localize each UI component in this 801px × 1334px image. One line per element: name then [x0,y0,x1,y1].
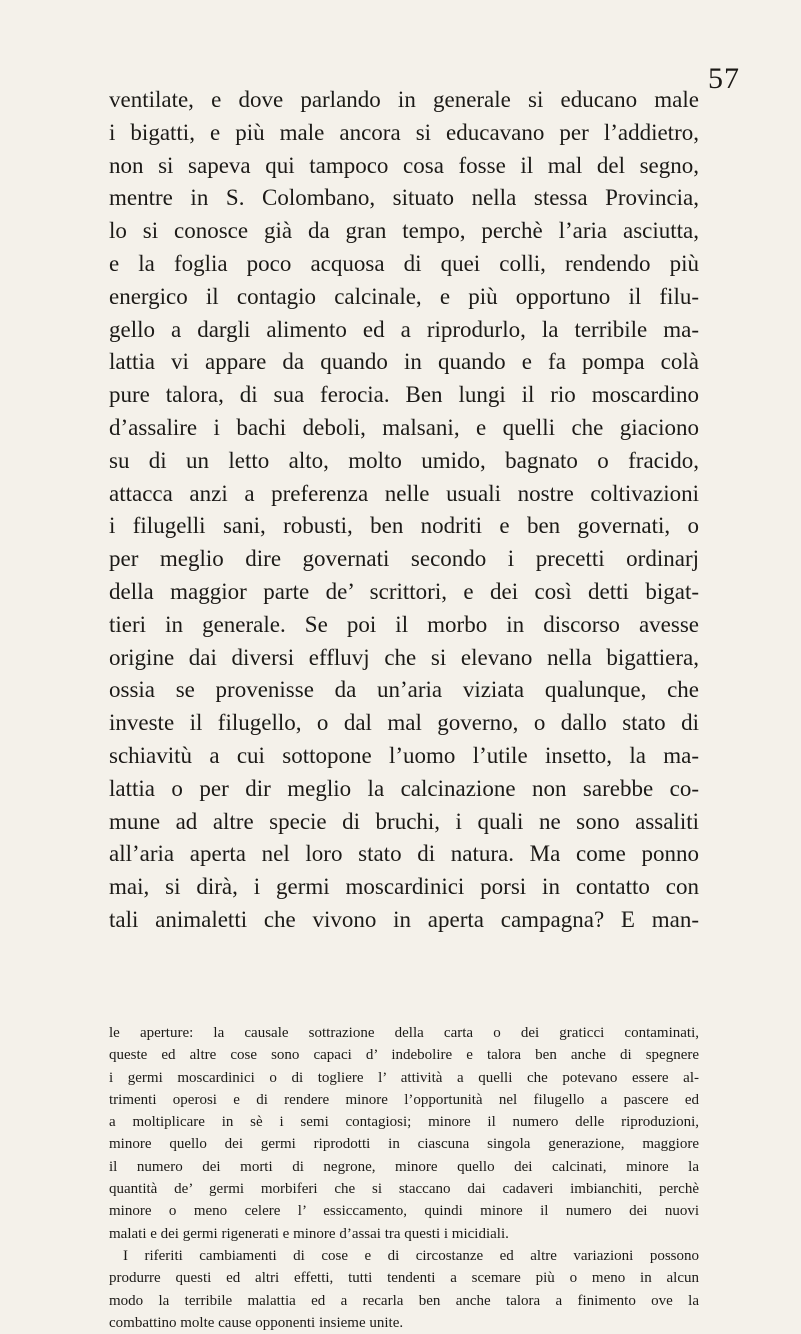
text-line: i filugelli sani, robusti, ben nodriti e ben governati, o [109,513,699,539]
text-line: lattia vi appare da quando in quando e fa pompa colà [109,349,699,375]
footnote-line: combattino molte cause opponenti insieme unite. [109,1314,404,1331]
footnote-line: trimenti operosi e di rendere minore l’opportunità nel filugello a pascere ed [109,1091,699,1108]
footnote-line: queste ed altre cose sono capaci d’ indebolire e talora ben anche di spegnere [109,1047,699,1064]
text-line: schiavitù a cui sottopone l’uomo l’utile insetto, la ma- [109,742,699,768]
text-line: tali animaletti che vivono in aperta campagna? E man- [109,906,699,932]
footnote-line: le aperture: la causale sottrazione della carta o dei graticci contaminati, [109,1025,699,1041]
text-line: origine dai diversi effluvj che si elevano nella bigattiera, [109,644,699,670]
text-line: pure talora, di sua ferocia. Ben lungi il rio moscardino [109,382,699,408]
footnote-block [109,1022,699,1334]
main-text [109,84,699,937]
text-line: investe il filugello, o dal mal governo, o dallo stato di [109,710,699,736]
text-line: della maggior parte de’ scrittori, e dei così detti bigat- [109,578,699,604]
text-line: non si sapeva qui tampoco cosa fosse il mal del segno, [109,152,699,178]
text-line: lo si conosce già da gran tempo, perchè l’aria asciutta, [109,218,699,244]
text-line: lattia o per dir meglio la calcinazione non sarebbe co- [109,775,699,801]
footnote-line: a moltiplicare in sè i semi contagiosi; minore il numero delle riproduzioni, [109,1114,699,1131]
text-line: e la foglia poco acquosa di quei colli, rendendo più [109,250,699,276]
text-line: attacca anzi a preferenza nelle usuali nostre coltivazioni [109,480,699,506]
text-line: gello a dargli alimento ed a riprodurlo, la terribile ma- [109,316,699,342]
page-number: 57 [708,62,740,95]
text-line: su di un letto alto, molto umido, bagnato o fracido, [109,447,699,473]
footnote-line: modo la terribile malattia ed a recarla ben anche talora a finimento ove la [109,1292,699,1309]
text-line: ventilate, e dove parlando in generale si educano male [109,87,699,112]
text-line: mai, si dirà, i germi moscardinici porsi in contatto con [109,874,699,900]
footnote-line: il numero dei morti di negrone, minore quello dei calcinati, minore la [109,1158,699,1175]
footnote-line: quantità de’ germi morbiferi che si staccano dai cadaveri imbianchiti, perchè [109,1181,699,1198]
text-line: tieri in generale. Se poi il morbo in discorso avesse [109,611,699,637]
text-line: i bigatti, e più male ancora si educavano per l’addietro, [109,119,699,145]
text-line: mentre in S. Colombano, situato nella stessa Provincia, [109,185,699,211]
footnote-line: minore o meno celere l’ essiccamento, quindi minore il numero dei nuovi [109,1203,699,1220]
text-line: all’aria aperta nel loro stato di natura. Ma come ponno [109,841,699,867]
footnote-line: I riferiti cambiamenti di cose e di circostanze ed altre variazioni possono [123,1247,699,1264]
text-line: energico il contagio calcinale, e più opportuno il filu- [109,283,699,309]
footnote-line: i germi moscardinici o di togliere l’ attività a quelli che potevano essere al- [109,1069,699,1086]
text-line: d’assalire i bachi deboli, malsani, e quelli che giaciono [109,414,699,440]
text-line: per meglio dire governati secondo i precetti ordinarj [109,546,699,572]
footnote-line: malati e dei germi rigenerati e minore d’assai tra questi i micidiali. [109,1225,509,1242]
text-line: mune ad altre specie di bruchi, i quali ne sono assaliti [109,808,699,834]
text-line: ossia se provenisse da un’aria viziata qualunque, che [109,677,699,703]
footnote-line: minore quello dei germi riprodotti in ciascuna singola generazione, maggiore [109,1136,699,1153]
footnote-line: produrre questi ed altri effetti, tutti tendenti a scemare più o meno in alcun [109,1270,699,1287]
